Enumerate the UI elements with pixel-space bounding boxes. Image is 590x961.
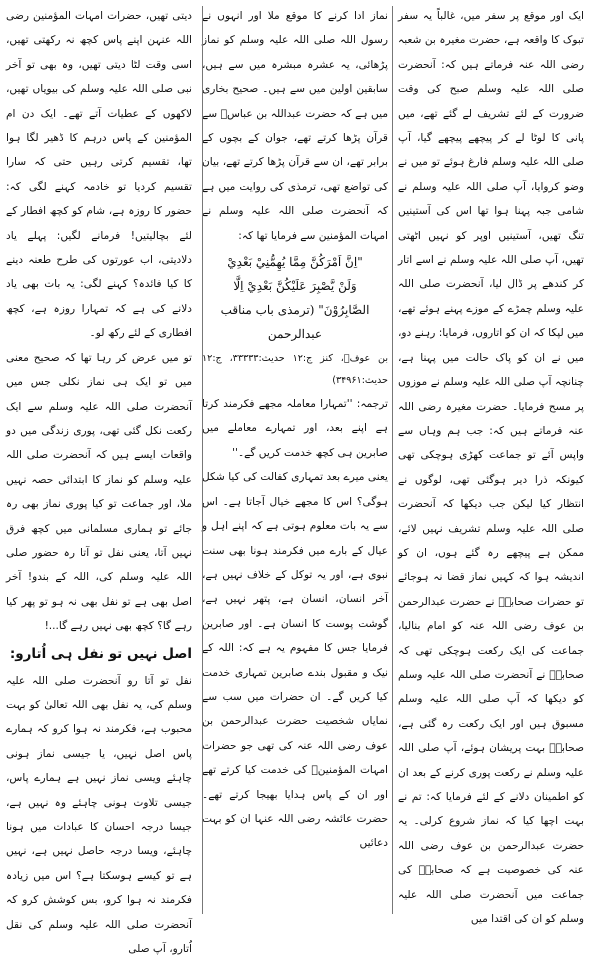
section-heading: اصل نہیں تو نفل ہی اُتارو: <box>9 645 192 662</box>
paragraph: ایک اور موقع پر سفر میں، غالباً یہ سفر تبوک کا واقعہ ہے، حضرت مغیرہ بن شعبہ رضی اللہ عنہ فرماتے ہیں کہ: آنحضرت صلی اللہ علیہ وسلم صبح کی وقت ضرورت کے لئے تشریف لے گئے تھے، میں پانی کا لوٹا لے کر پیچھے پیچھے گیا، آپ صلی اللہ علیہ وسلم فارغ ہوئے تو میں نے وضو کروایا، آپ صلی اللہ علیہ وسلم نے شامی جبہ پہنا ہوا تھا اس کی آستینیں تنگ تھیں، آستینیں اوپر کو نہیں اٹھتی تھیں، آپ صلی اللہ علیہ وسلم نے اسے اتار کر کندھے پر ڈال لیا، آنحضرت صلی اللہ علیہ وسلم چمڑے کے موزے پہنے ہوئے تھے، میں لپکا کہ ان کو اتاروں، فرمایا: رہنے دو، میں نے ان کو پاک حالت میں پہنا ہے، چنانچہ آپ صلی اللہ علیہ وسلم نے موزوں پر مسح فرمایا۔ حضرت مغیرہ رضی اللہ عنہ فرماتے ہیں کہ: جب ہم وہاں سے واپس آئے تو جماعت کھڑی ہوچکی تھی کیونکہ ذرا دیر ہوگئی تھی، لوگوں نے انتظار کیا لیکن جب دیکھا کہ آنحضرت صلی اللہ علیہ وسلم تشریف نہیں لائے، ممکن ہے پیچھے رہ گئے ہوں، ان کو اندیشہ ہوا کہ کہیں نماز قضا نہ ہوجائے تو حضرات صحابہؓ نے حضرت عبدالرحمن بن عوف رضی اللہ عنہ کو امام بنالیا، جماعت کی ایک رکعت ہوچکی تھی کہ صحابہؓ نے آنحضرت صلی اللہ علیہ وسلم کو دیکھا کہ آپ صلی اللہ علیہ وسلم مسبوق ہیں اور ایک رکعت رہ گئی ہے، صحابہؓ بہت پریشان ہوئے، آپ صلی اللہ علیہ وسلم نے رکعت پوری کرنے کے بعد ان کو اطمینان دلانے کے لئے فرمایا کہ: تم نے بہت اچھا کیا کہ نماز شروع کرلی۔ یہ حضرت عبدالرحمن بن عوف رضی اللہ عنہ کی خصوصیت ہے کہ صحابہؓ کی جماعت میں آنحضرت صلی اللہ علیہ وسلم کو ان کی اقتدا میں <box>398 10 584 926</box>
paragraph: ترجمہ: ''تمہارا معاملہ مجھے فکرمند کرتا ہے اپنے بعد، اور تمہارے معاملے میں صابرین ہی کچھ خدمت کریں گے۔'' <box>202 398 388 459</box>
quote-line: الصَّابِرُوْنَ" (ترمذی باب مناقب عبدالرحمن <box>220 303 370 342</box>
quote-line: "اِنَّ اَمْرَكُنَّ مِمَّا يُهِمُّنِيْ بَعْدِيْ <box>227 255 363 270</box>
paragraph: تو میں عرض کر رہا تھا کہ صحیح معنی میں تو ایک ہی نماز نکلی جس میں آنحضرت صلی اللہ علیہ وسلم سے ایک رکعت نکل گئی تھی، پوری زندگی میں دو واقعات ایسے ہیں کہ آنحضرت صلی اللہ علیہ وسلم کو نماز کا ابتدائی حصہ نہیں ملا، اور جماعت تو کیا پوری نماز بھی رہ جائے تو ہماری مسلمانی میں کچھ فرق نہیں آتا، یعنی نفل تو آتا رہ حضور صلی اللہ علیہ وسلم کی، اللہ کے بندو! آخر اصل بھی ہے تو نفل بھی نہ ہو تو پھر کیا رہے گا؟ کچھ بھی نہیں رہے گا...! <box>6 351 192 633</box>
paragraph: نماز ادا کرنے کا موقع ملا اور انہوں نے رسول اللہ صلی اللہ علیہ وسلم کو نماز پڑھائی، یہ عشرہ مبشرہ میں سے ہیں، سابقین اولین میں سے ہیں۔ صحیح بخاری میں ہے کہ حضرت عبداللہ بن عباسؓ سے قرآن پڑھا کرتے تھے، جوان کے بچوں کے برابر تھے، ان سے قرآن پڑھا کرتے تھے، بیان کی تواضع تھی، ترمذی کی روایت میں ہے کہ آنحضرت صلی اللہ علیہ وسلم نے امہات المؤمنین سے فرمایا تھا کہ: <box>202 10 388 242</box>
quote-line: وَلَنْ يَّصْبِرَ عَلَيْكُنَّ بَعْدِيْ اِلَّا <box>233 279 357 294</box>
urdu-page <box>6 4 584 956</box>
column-middle <box>202 4 388 916</box>
paragraph: دیتی تھیں، حضرات امہات المؤمنین رضی اللہ عنہن اپنے پاس کچھ نہ رکھتی تھیں، اسی وقت لٹا دیتی تھیں، وہ بھی تو آخر نبی صلی اللہ علیہ وسلم کی بیویاں تھیں، لاکھوں کے عطیات آتے تھے۔ ایک دن ام المؤمنین کے پاس درہم کا ڈھیر لگا ہوا تھا، تقسیم کرتی رہیں حتی کہ سارا تقسیم کردیا تو خادمہ کہنے لگی کہ: حضور کا روزہ ہے، شام کو کچھ افطار کے لئے بچالیتیں! فرمانے لگیں: پہلے یاد دلادیتی، اب عورتوں کی طرح طعنہ دینے کا کیا فائدہ؟ کہنے لگی: یہ بات بھی یاد دلانے کی ہے کہ تمہارا روزہ ہے، کچھ افطاری کے لئے رکھ لو۔ <box>6 10 192 340</box>
paragraph: نفل تو آتا رو آنحضرت صلی اللہ علیہ وسلم کی، یہ نفل بھی اللہ تعالیٰ کو بہت محبوب ہے، فکرمند نہ ہوا کرو کہ ہمارے پاس اصل نہیں، یا جیسی نماز ہونی چاہئے ویسی نماز نہیں ہے ہمارے پاس، جیسی تلاوت ہونی چاہئے وہ نہیں ہے، جیسا درجہ احسان کا عبادات میں ہونا چاہئے، ویسا درجہ حاصل نہیں ہے، نہیں ہے تو کیسے ہوسکتا ہے؟ اس میں زیادہ فکرمند نہ ہوا کرو، بس کوشش کرو کہ آنحضرت صلی اللہ علیہ وسلم کی نقل اُتارو، آپ صلی <box>6 674 192 956</box>
paragraph: یعنی میرے بعد تمہاری کفالت کی کیا شکل ہوگی؟ اس کا مجھے خیال آجاتا ہے۔ اس سے یہ بات معلوم ہوتی ہے کہ اپنے اہل و عیال کے بارے میں فکرمند ہونا بھی سنت نبوی ہے، اور یہ توکل کے خلاف نہیں ہے، آخر انسان، انسان ہے، پتھر نہیں ہے، گوشت پوست کا انسان ہے۔ اور صابرین فرمایا جس کا مفہوم یہ ہے کہ: اللہ کے نیک و مقبول بندے صابرین تمہاری خدمت کیا کریں گے۔ ان حضرات میں سب سے نمایاں شخصیت حضرت عبدالرحمن بن عوف رضی اللہ عنہ کی تھی جو حضرات امہات المؤمنینؓ کی خدمت کیا کرتے تھے اور ان کے پاس ہدایا بھیجا کرتے تھے۔ حضرت عائشہ رضی اللہ عنہا ان کو بہت دعائیں <box>202 471 388 850</box>
column-divider <box>392 6 393 914</box>
column-left <box>6 4 192 956</box>
column-divider <box>202 6 203 914</box>
column-right <box>398 4 584 926</box>
citation: بن عوفؓ، کنز ج:۱۲ حدیث:۳۳۳۳۳، ج:۱۲ حدیث:۳۴۹۶۱) <box>202 353 388 387</box>
arabic-hadith-quote <box>202 250 388 346</box>
